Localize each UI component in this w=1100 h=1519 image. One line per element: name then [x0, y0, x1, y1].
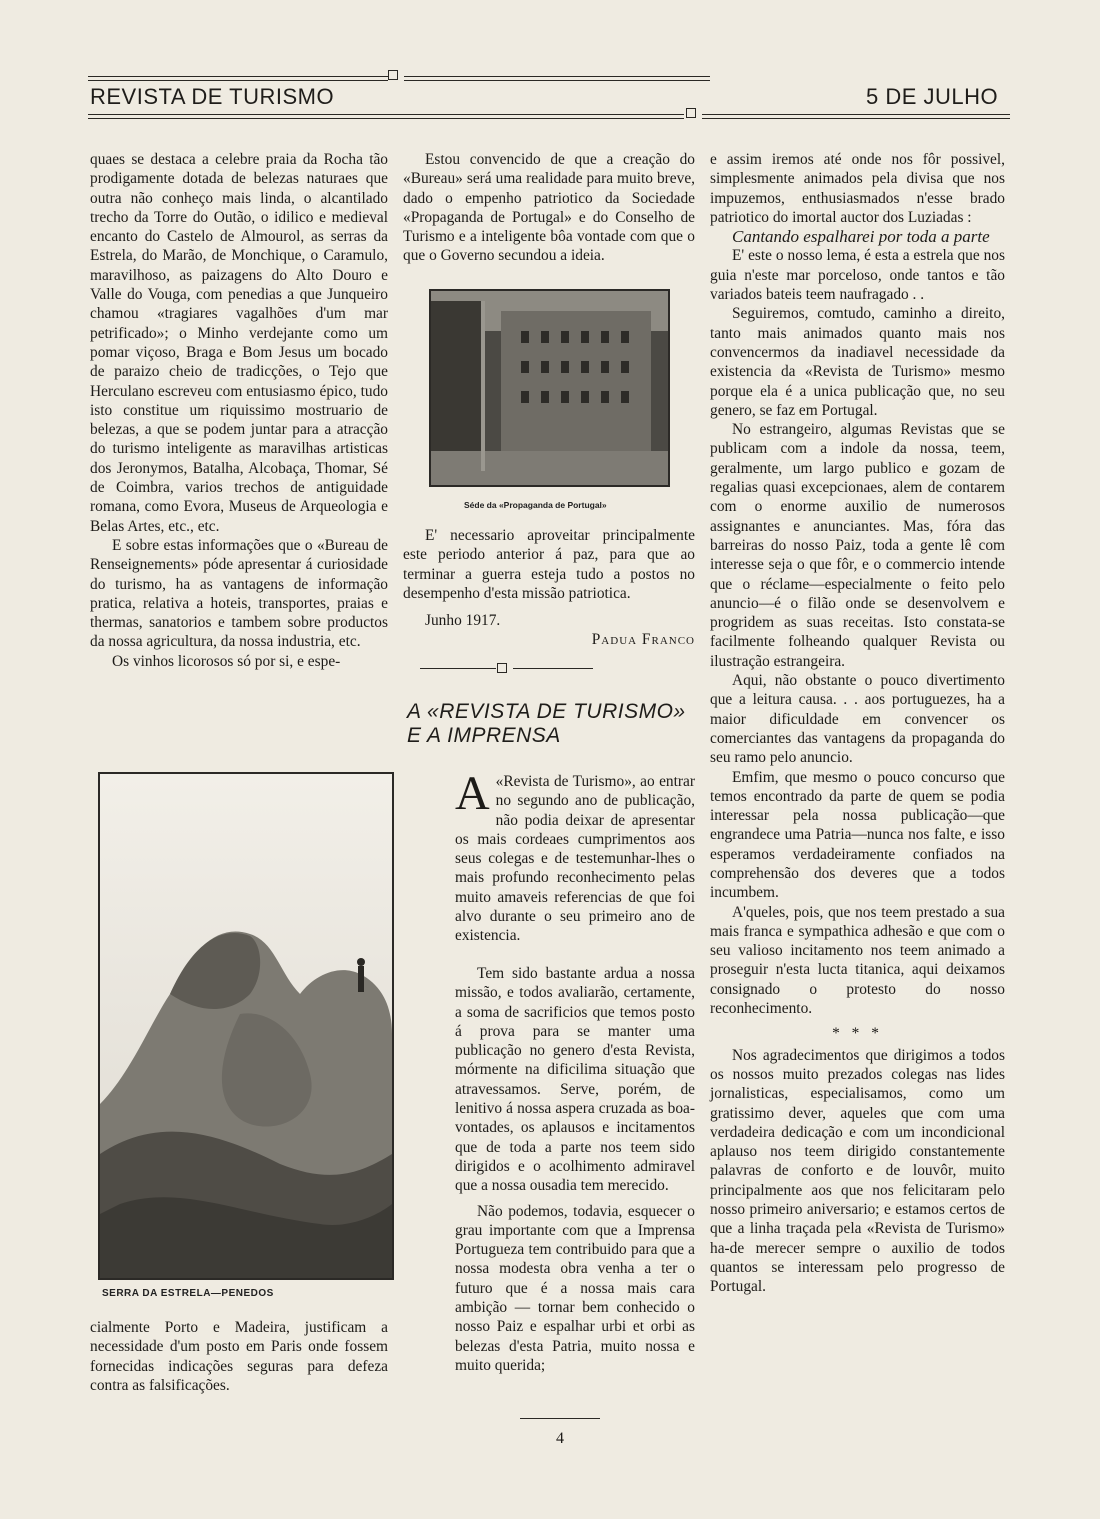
header-ornament-top	[388, 70, 398, 80]
header-rule-bottom-left	[88, 114, 684, 119]
propaganda-building-photo	[429, 289, 670, 487]
header-rule-top-right	[404, 76, 710, 81]
running-head-title: REVISTA DE TURISMO	[90, 84, 335, 109]
section-divider-right	[513, 668, 593, 669]
serra-estrela-caption: SERRA DA ESTRELA—PENEDOS	[102, 1288, 274, 1299]
col3-paragraph: No estrangeiro, algumas Revistas que se publicam com a indole da nossa, teem, geralmente, um largo publico e gozam de regalias quasi excepcionaes, alem de contarem com o enorme auxilio de numerosos assignantes e anunciantes. Mas, fóra das barreiras do nosso Paiz, toda a gente lê com interesse seja o que fôr, e o commercio intende que o réclame—especialmente o feito pelo anuncio—é o filão onde se desenvolvem e progridem as suas receitas. Isto constata-se facilmente folheando qualquer Revista ou ilustração estrangeira.	[710, 421, 1005, 670]
rocks-illustration	[100, 774, 392, 1278]
column-2-article	[455, 767, 695, 946]
dropcap: A	[455, 767, 490, 820]
header-rule-top-left	[88, 76, 388, 81]
section-title-line-1: A «REVISTA DE TURISMO»	[407, 700, 686, 723]
col2-article-paragraph: Tem sido bastante ardua a nossa missão, e todos avaliarão, certamente, a soma de sacrificios que temos posto á prova para se manter uma publicação no genero d'esta Revista, mórmente na dificilima situação que atravessamos. Serve, porém, de lenitivo á nossa aspera cruzada as boa-vontades, os aplausos e incitamentos que de toda a parte nos teem sido dirigidos e o acolhimento admiravel que a nossa ousadia tem merecido.	[455, 965, 695, 1195]
col2-article-text: «Revista de Turismo», ao entrar no segundo ano de publicação, não podia deixar de apresentar os mais cordeaes cumprimentos aos seus colegas e de testemunhar-lhes o mais profundo reconhecimento pelas muito amaveis referencias de que foi alvo durante o seu primeiro ano de existencia.	[455, 773, 695, 945]
section-divider-left	[420, 668, 496, 669]
col2-article-paragraph: Não podemos, todavia, esquecer o grau importante com que a Imprensa Portugueza tem contribuido para que a nossa modesta obra venha a ter o futuro que é a nossa mais cara ambição — tornar bem conhecido o nosso Paiz e espalhar urbi et orbi as belezas d'esta Patria, muito nossa e muito querida;	[455, 1202, 695, 1374]
column-1-continued	[90, 1318, 388, 1395]
running-head-date: 5 DE JULHO	[866, 84, 999, 109]
section-title	[407, 700, 707, 748]
col3-paragraph: A'queles, pois, que nos teem prestado a sua mais franca e sympathica adhesão e que com o seu valioso incitamento nos teem animado a proseguir n'esta lucta titanica, aqui deixamos consignado o protesto do nosso reconhecimento.	[710, 903, 1005, 1018]
header-rule-bottom-right	[702, 114, 1010, 119]
col3-paragraph: Emfim, que mesmo o pouco concurso que temos encontrado da parte de quem se podia interessar pela nossa publicação—que engrandece uma Patria—nunca nos falte, e isso esperamos verdadeiramente confiados na comprehensão dos deveres que a todos incumbem.	[710, 768, 1005, 902]
column-2-article-continued	[455, 964, 695, 1375]
col1-paragraph: quaes se destaca a celebre praia da Rocha tão prodigamente dotada de belezas naturaes que outra não conheço mais linda, o alcantilado trecho da Torre do Outão, o idilico e medieval encanto do Castelo de Almourol, as serras da Estrela, do Marão, de Monchique, o Caramulo, maravilhoso, as paizagens do Alto Douro e Valle do Vouga, com penedias a que Junqueiro chamou «tragiares vagalhões d'um mar petrificado»; o Minho verdejante como um pomar viçoso, Braga e Bom Jesus um bocado de paraizo cheio de tradicções, o Tejo que Herculano escreveu com entusiasmo épico, tudo isto constitue um riquissimo mostruario de belezas, a que se podem juntar para a atracção do turismo inteligente as maravilhas artisticas dos Jeronymos, Batalha, Alcobaça, Thomar, Sé de Coimbra, varios trechos de antiguidade romana, como Evora, Museus de Arqueologia e Belas Artes, etc., etc.	[90, 151, 388, 535]
col3-paragraph: Nos agradecimentos que dirigimos a todos os nossos muito prezados colegas nas lides jornalisticas, especialisamos, como um gratissimo dever, aqueles que com uma verdadeira dedicação e com um incondicional aplauso nos teem dirigido constantemente palavras de conforto e de louvôr, muito principalmente aos que nos felicitaram pelo nosso primeiro aniversario; e estamos certos de que a linha traçada pela «Revista de Turismo» ha-de merecer sempre o auxilio de todos quantos se interessam pelo progresso de Portugal.	[710, 1046, 1005, 1296]
col1-paragraph: E sobre estas informações que o «Bureau de Renseignements» póde apresentar á curiosidade do turismo, ha as vantagens de informação pratica, relativa a hoteis, transportes, praias e thermas, sanatorios e tambem sobre productos da nossa agricultura, da nossa industria, etc.	[90, 536, 388, 651]
column-3	[710, 150, 1005, 1297]
page-number: 4	[556, 1430, 564, 1447]
propaganda-building-caption: Séde da «Propaganda de Portugal»	[464, 500, 607, 510]
column-1	[90, 150, 388, 671]
header-ornament-bottom	[686, 108, 696, 118]
section-divider-ornament	[497, 663, 507, 673]
col2-signature: Padua Franco	[591, 631, 695, 649]
col2-paragraph: Estou convencido de que a creação do «Bureau» será uma realidade para muito breve, dado o empenho patriotico da Sociedade «Propaganda de Portugal» e do Conselho de Turismo e a inteligente bôa vontade com que o que o Governo secundou a ideia.	[403, 151, 695, 265]
col3-paragraph: Seguiremos, comtudo, caminho a direito, tanto mais animados quanto mais nos convencermos da inadiavel necessidade da existencia da «Revista de Turismo» mesmo porque ela é a unica publicação que, no seu genero, se faz em Portugal.	[710, 305, 1005, 419]
footer-rule	[520, 1418, 600, 1419]
column-2	[403, 150, 695, 266]
col2-article-paragraph	[455, 767, 695, 946]
col2-paragraph: E' necessario aproveitar principalmente este periodo anterior á paz, para que ao terminar a guerra esteja tudo a postos no desempenho d'esta missão patriotica.	[403, 527, 695, 602]
col3-paragraph: E' este o nosso lema, é esta a estrela que nos guia n'este mar porceloso, onde tantos e tão variados bateis teem naufragado . .	[710, 247, 1005, 304]
col1-paragraph: Os vinhos licorosos só por si, e espe-	[112, 652, 341, 670]
motto-quote: Cantando espalharei por toda a parte	[732, 227, 990, 247]
serra-estrela-photo	[98, 772, 394, 1280]
section-asterism: * * *	[832, 1025, 883, 1043]
col1-paragraph: cialmente Porto e Madeira, justificam a necessidade d'um posto em Paris onde fossem fornecidas indicações seguras para defeza contra as falsificações.	[90, 1319, 388, 1394]
col3-paragraph: e assim iremos até onde nos fôr possivel, simplesmente animados pela divisa que nos impuzemos, enthusiasmados n'esse brado patriotico do imortal auctor dos Luziadas :	[710, 151, 1005, 226]
building-illustration	[431, 291, 668, 485]
column-2-middle	[403, 526, 695, 650]
col2-date: Junho 1917.	[425, 612, 501, 630]
col3-paragraph: Aqui, não obstante o pouco divertimento que a leitura causa. . . aos portuguezes, ha a maior dificuldade em convencer os comerciantes das vantagens da propaganda do seu ramo pelo anuncio.	[710, 672, 1005, 767]
section-title-line-2: E A IMPRENSA	[407, 724, 561, 747]
